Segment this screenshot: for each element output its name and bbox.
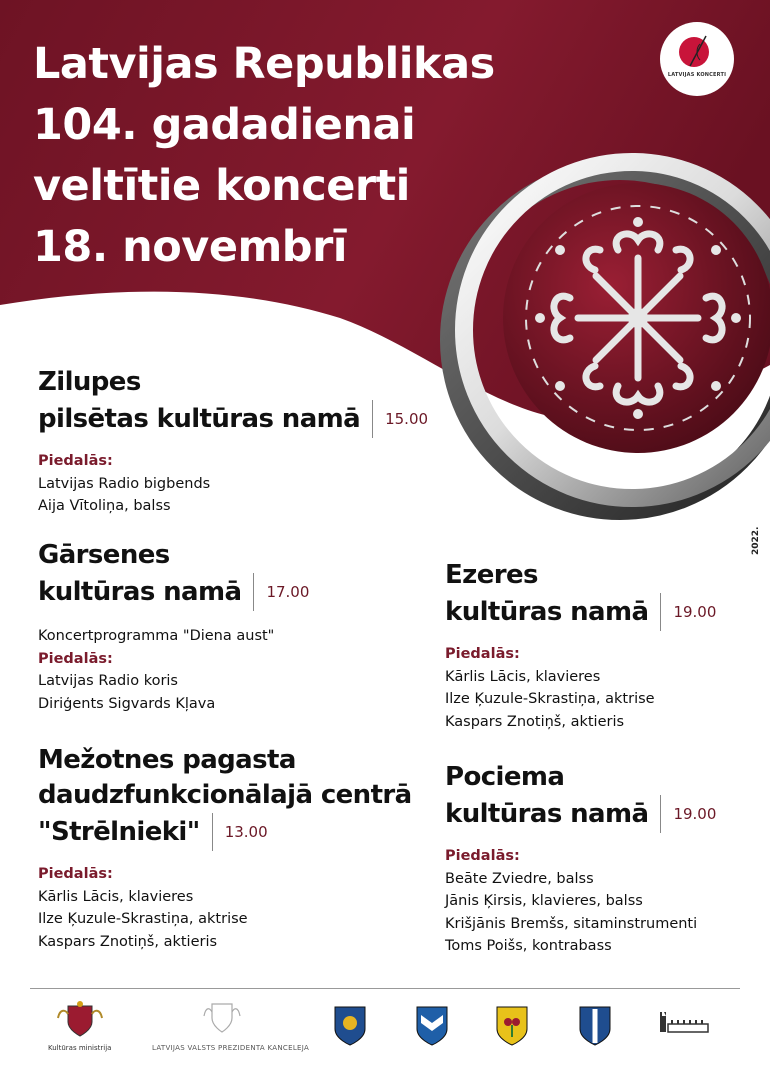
venue-name-line: Ezeres [445, 560, 538, 590]
ministry-logo-text: Kultūras ministrija [48, 1044, 112, 1052]
participant: Kārlis Lācis, klavieres [38, 888, 194, 905]
venue-time: 15.00 [372, 400, 428, 438]
title-line: 104. gadadienai [33, 100, 416, 150]
venue-zilupe [38, 365, 428, 518]
participants-label: Piedalās: [38, 866, 113, 882]
venue-time: 19.00 [660, 593, 716, 631]
venue-name-line: pilsētas kultūras namā [38, 403, 361, 434]
municipal-shield-icon [578, 1005, 612, 1047]
participant: Kārlis Lācis, klavieres [445, 668, 601, 685]
venue-name [38, 365, 428, 438]
participant: Beāte Zviedre, balss [445, 870, 594, 887]
municipal-shield-icon [415, 1005, 449, 1047]
venue-details [38, 863, 412, 953]
participant: Toms Poišs, kontrabass [445, 938, 612, 954]
venue-details [445, 845, 716, 958]
venue-name-line: daudzfunkcionālajā centrā [38, 780, 412, 810]
municipal-shield-icon [495, 1005, 529, 1047]
year-label: 2022. [751, 526, 761, 555]
ministry-coat-of-arms-icon [50, 1000, 110, 1040]
participants-label: Piedalās: [38, 650, 113, 667]
venue-name-line: Zilupes [38, 367, 141, 397]
venue-name [445, 760, 716, 833]
title-line: veltītie koncerti [33, 161, 410, 211]
venue-name-line: "Strēlnieki" [38, 816, 200, 847]
venue-name-line: Mežotnes pagasta [38, 745, 296, 775]
participants-label: Piedalās: [445, 646, 520, 662]
venue-ezere [445, 558, 716, 733]
logo-text: LATVIJAS KONCERTI [667, 72, 727, 78]
participants-label: Piedalās: [38, 453, 113, 469]
venue-time: 19.00 [660, 795, 716, 833]
program-title: Koncertprogramma "Diena aust" [38, 628, 275, 644]
title-line: 18. novembrī [33, 222, 348, 272]
participant: Krišjānis Bremšs, sitaminstrumenti [445, 915, 698, 932]
venue-mezotne [38, 743, 412, 953]
venue-name-line: kultūras namā [445, 798, 649, 829]
participant: Kaspars Znotiņš, aktieris [445, 713, 625, 730]
venue-garsene [38, 538, 309, 715]
venue-details [38, 625, 309, 715]
participant: Kaspars Znotiņš, aktieris [38, 933, 218, 950]
venue-pociems [445, 760, 716, 958]
participant: Aija Vītoliņa, balss [38, 498, 171, 514]
venue-name [38, 743, 412, 851]
poster-title [33, 34, 495, 278]
footer-divider [30, 988, 740, 989]
venue-details [38, 450, 428, 518]
participant: Latvijas Radio koris [38, 673, 178, 689]
venue-details [445, 643, 716, 733]
participant: Ilze Ķuzule-Skrastiņa, aktrise [445, 691, 655, 707]
participant: Ilze Ķuzule-Skrastiņa, aktrise [38, 911, 248, 927]
venue-name [445, 558, 716, 631]
latvijas-koncerti-logo [660, 22, 734, 96]
president-chancery-emblem-icon [200, 1000, 244, 1036]
venue-name-line: kultūras namā [38, 576, 242, 607]
participant: Jānis Ķirsis, klavieres, balss [445, 893, 643, 909]
venue-name-line: kultūras namā [445, 596, 649, 627]
venue-time: 13.00 [212, 813, 268, 851]
venue-name [38, 538, 309, 611]
participant: Diriģents Sigvards Kļava [38, 695, 216, 712]
participants-label: Piedalās: [445, 848, 520, 864]
title-line: Latvijas Republikas [33, 39, 495, 89]
castle-icon [656, 1006, 712, 1038]
participant: Latvijas Radio bigbends [38, 475, 211, 492]
venue-name-line: Gārsenes [38, 540, 170, 570]
venue-time: 17.00 [253, 573, 309, 611]
municipal-shield-icon [333, 1005, 367, 1047]
president-chancery-text: LATVIJAS VALSTS PREZIDENTA KANCELEJA [152, 1044, 310, 1052]
cello-icon [660, 22, 734, 96]
venue-name-line: Pociema [445, 762, 565, 792]
